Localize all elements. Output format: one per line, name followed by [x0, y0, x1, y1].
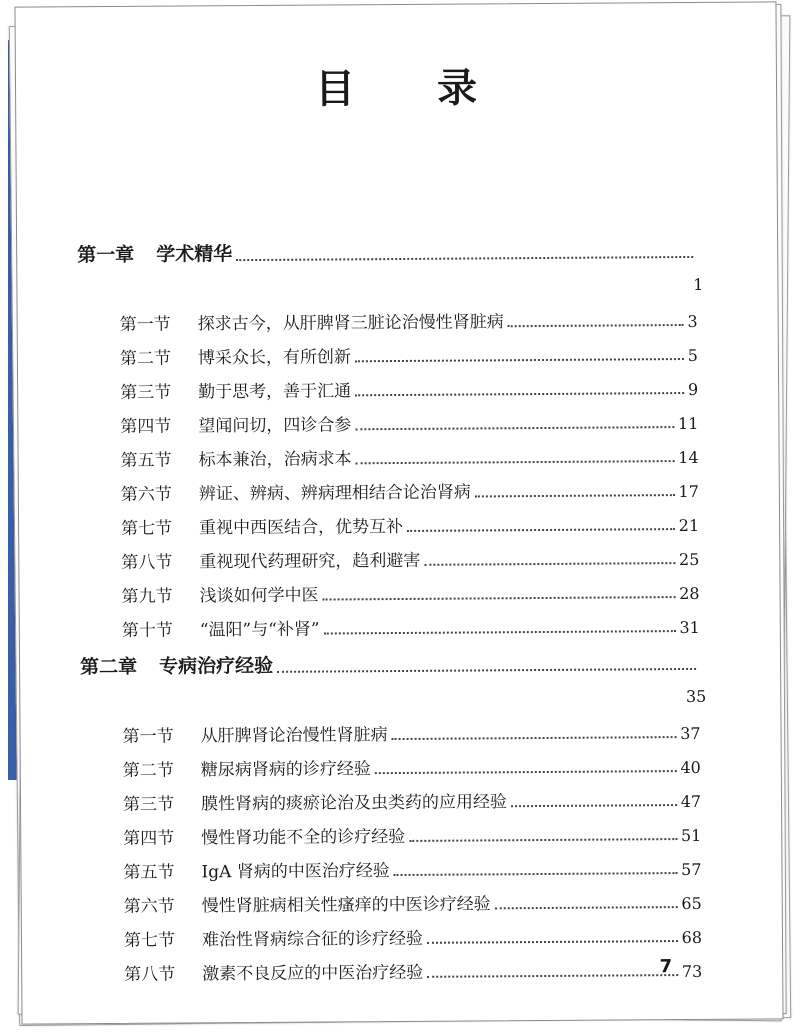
section-entry[interactable]	[79, 569, 699, 607]
section-number: 第五节	[120, 450, 172, 471]
section-number: 第九节	[121, 586, 173, 607]
page-number: 47	[680, 791, 702, 812]
page-number: 11	[677, 413, 699, 434]
section-number: 第八节	[121, 552, 173, 573]
section-number: 第三节	[120, 382, 172, 403]
page-number: 3	[687, 311, 698, 331]
section-number: 第四节	[120, 416, 172, 437]
leader-dots	[355, 425, 674, 430]
page-number: 28	[679, 583, 700, 604]
section-entry[interactable]	[80, 603, 700, 641]
section-number: 第一节	[119, 314, 171, 335]
leader-dots	[375, 769, 677, 774]
section-entry[interactable]	[78, 433, 698, 471]
toc-page	[14, 1, 783, 1024]
leader-dots	[323, 595, 676, 600]
page-number: 68	[681, 927, 703, 948]
section-entry[interactable]	[78, 365, 698, 403]
section-title: 勤于思考，善于汇通	[198, 381, 352, 403]
table-of-contents	[77, 233, 707, 985]
section-entry[interactable]	[81, 743, 701, 781]
section-number: 第六节	[120, 484, 172, 505]
page-number: 25	[678, 549, 700, 570]
section-entry[interactable]	[81, 845, 701, 883]
leader-dots	[394, 871, 677, 876]
section-title: IgA 肾病的中医治疗经验	[201, 861, 390, 883]
page-number: 40	[680, 757, 701, 778]
leader-dots	[277, 667, 696, 673]
section-entry[interactable]	[81, 811, 701, 849]
leader-dots	[355, 357, 684, 362]
leader-dots	[475, 493, 675, 497]
section-number: 第三节	[122, 794, 175, 815]
leader-dots	[427, 973, 678, 978]
section-number: 第七节	[123, 930, 176, 951]
section-number: 第二节	[122, 760, 174, 781]
section-number: 第二节	[119, 348, 171, 369]
page-number: 35	[685, 686, 707, 707]
page-number: 9	[687, 379, 699, 399]
page-number: 14	[678, 447, 699, 468]
leader-dots	[424, 561, 675, 566]
leader-dots	[236, 255, 693, 261]
section-entry[interactable]	[81, 777, 701, 815]
section-title: 标本兼治，治病求本	[198, 449, 352, 471]
page-number: 65	[681, 893, 702, 914]
section-number: 第一节	[122, 726, 174, 747]
chapter-title: 学术精华	[156, 243, 233, 266]
section-title: 博采众长，有所创新	[197, 347, 351, 369]
chapter-1-entry[interactable]	[77, 233, 704, 294]
chapter-title: 专病治疗经验	[159, 654, 274, 678]
leader-dots	[409, 837, 677, 842]
section-entry[interactable]	[78, 297, 698, 335]
section-title: 膜性肾病的痰瘀论治及虫类药的应用经验	[200, 792, 508, 815]
section-title: 重视中西医结合，优势互补	[199, 516, 404, 539]
section-title: 从肝脾肾论治慢性肾脏病	[200, 725, 388, 747]
section-entry[interactable]	[80, 709, 700, 747]
leader-dots	[508, 323, 684, 327]
section-title: 重视现代药理研究，趋利避害	[199, 550, 421, 573]
leader-dots	[407, 527, 675, 532]
section-entry[interactable]	[82, 947, 702, 985]
page-number: 51	[680, 825, 702, 846]
section-entry[interactable]	[79, 501, 699, 539]
section-number: 第十节	[121, 620, 173, 641]
section-title: 慢性肾脏病相关性瘙痒的中医诊疗经验	[201, 894, 491, 917]
page-number: 1	[693, 274, 704, 294]
leader-dots	[355, 391, 684, 396]
section-title: 望闻问切，四诊合参	[198, 415, 352, 437]
page-number: 37	[680, 723, 701, 744]
section-title: “温阳”与“补肾”	[199, 619, 320, 641]
page-title: 目 录	[314, 64, 512, 113]
page-number: 5	[687, 345, 698, 365]
leader-dots	[427, 939, 678, 944]
section-title: 探求古今，从肝脾肾三脏论治慢性肾脏病	[197, 312, 504, 335]
section-entry[interactable]	[82, 913, 702, 951]
page-number: 17	[678, 481, 699, 502]
section-title: 糖尿病肾病的诊疗经验	[200, 759, 371, 781]
section-number: 第六节	[123, 896, 175, 917]
leader-dots	[356, 459, 675, 464]
page-number: 31	[679, 617, 700, 638]
leader-dots	[511, 803, 677, 807]
section-title: 辨证、辨病、辨病理相结合论治肾病	[198, 482, 471, 505]
chapter-number: 第一章	[77, 243, 135, 267]
section-entry[interactable]	[82, 879, 702, 917]
page-number: 21	[678, 515, 700, 536]
leader-dots	[392, 735, 677, 740]
section-number: 第八节	[124, 964, 176, 985]
leader-dots	[324, 629, 676, 634]
section-entry[interactable]	[79, 467, 699, 505]
chapter-number: 第二章	[79, 655, 138, 679]
chapter-2-entry[interactable]	[79, 645, 707, 707]
leader-dots	[495, 905, 678, 909]
section-entry[interactable]	[79, 535, 699, 573]
section-title: 难治性肾病综合征的诊疗经验	[201, 928, 424, 951]
section-title: 浅谈如何学中医	[199, 585, 319, 607]
section-number: 第五节	[123, 862, 175, 883]
section-number: 第四节	[123, 828, 175, 849]
section-entry[interactable]	[78, 399, 698, 437]
section-entry[interactable]	[78, 331, 698, 369]
section-title: 慢性肾功能不全的诊疗经验	[201, 826, 406, 849]
folio-page-number: 7	[659, 956, 673, 978]
section-title: 激素不良反应的中医治疗经验	[202, 962, 424, 985]
section-number: 第七节	[121, 518, 173, 539]
page-number: 73	[681, 961, 703, 982]
page-number: 57	[681, 859, 702, 880]
